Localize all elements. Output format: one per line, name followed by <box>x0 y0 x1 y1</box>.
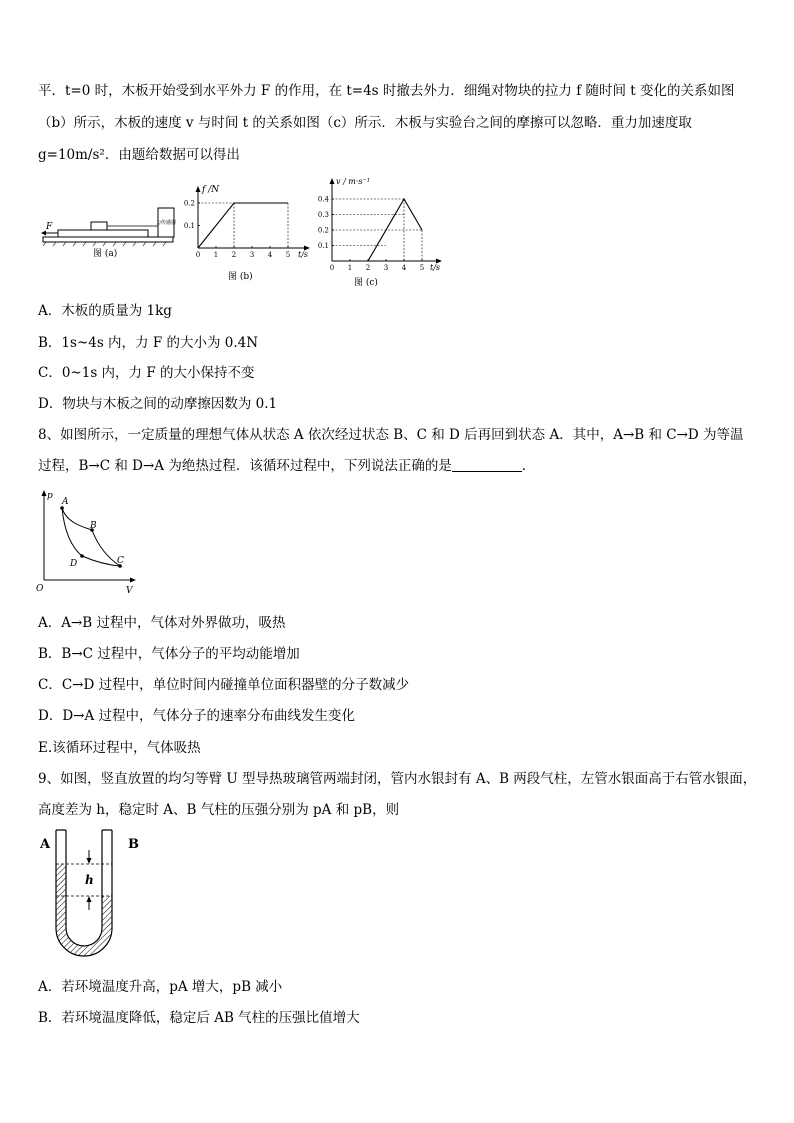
fig-b-y-tick-label: 0.1 <box>183 222 195 230</box>
mercury <box>56 864 112 956</box>
force-label: F <box>46 222 53 232</box>
q8-option-b: B．B→C 过程中，气体分子的平均动能增加 <box>38 646 300 662</box>
fig-b-x-tick-label: 3 <box>249 251 255 259</box>
fig-b-series-line <box>198 203 288 248</box>
fig-c-x-tick-label: 3 <box>383 264 389 272</box>
state-point-d <box>80 554 84 558</box>
fig-a-caption: 图 (a) <box>93 249 118 259</box>
fig-b-xlabel: t/s <box>298 250 309 259</box>
curve-b-c <box>92 530 120 566</box>
q8-text-line-2-end: ． <box>521 458 536 474</box>
fig-c-ylabel: v / m·s⁻¹ <box>336 177 370 186</box>
fig-b-y-axis-arrow-icon <box>196 186 201 192</box>
fig-b-caption: 图 (b) <box>228 272 253 282</box>
q7-option-a: A．木板的质量为 1kg <box>38 303 172 319</box>
q9-text-line-2: 高度差为 h，稳定时 A、B 气柱的压强分别为 pA 和 pB，则 <box>38 802 400 818</box>
h-arrow-top-icon <box>87 858 92 864</box>
fig-c-x-tick-label: 4 <box>401 264 407 272</box>
q8-text-line-2-start: 过程，B→C 和 D→A 为绝热过程．该循环过程中，下列说法正确的是 <box>38 458 452 474</box>
q7-option-d: D．物块与木板之间的动摩擦因数为 0.1 <box>38 396 278 412</box>
table-hatching <box>43 242 166 246</box>
state-label-b: B <box>90 521 97 531</box>
h-arrow-bottom-icon <box>87 896 92 902</box>
q9-u-tube-figure <box>36 828 146 966</box>
q8-option-d: D．D→A 过程中，气体分子的速率分布曲线发生变化 <box>38 708 355 724</box>
q7-option-b: B．1s~4s 内，力 F 的大小为 0.4N <box>38 335 259 351</box>
fig-c-x-tick-label: 0 <box>329 264 335 272</box>
force-sensor-label: 力传感器 <box>155 220 177 226</box>
q7-figure-a <box>38 200 188 265</box>
q8-pv-diagram <box>34 488 144 596</box>
q7-text-line-2: （b）所示，木板的速度 v 与时间 t 的关系如图（c）所示．木板与实验台之间的摩擦可以忽略．重力加速度取 <box>38 115 692 131</box>
curve-c-d <box>82 556 120 566</box>
q7-option-c: C．0~1s 内，力 F 的大小保持不变 <box>38 365 255 381</box>
q9-text-line-1: 9、如图，竖直放置的均匀等臂 U 型导热玻璃管两端封闭，管内水银封有 A、B 两段气柱，左管水银面高于右管水银面， <box>38 771 757 787</box>
state-label-a: A <box>62 497 69 507</box>
origin-label: O <box>36 584 44 594</box>
u-tube-inner <box>66 830 102 946</box>
height-label-h: h <box>85 873 94 887</box>
fig-c-y-tick-label: 0.3 <box>317 211 329 219</box>
q9-option-b: B．若环境温度降低，稳定后 AB 气柱的压强比值增大 <box>38 1010 360 1026</box>
fig-b-x-tick-label: 0 <box>195 251 201 259</box>
q7-figure-b-chart <box>183 182 316 282</box>
gas-column-label-a: A <box>40 837 51 852</box>
fig-c-y-tick-label: 0.4 <box>317 195 329 204</box>
q7-text-line-3: g=10m/s²．由题给数据可以得出 <box>38 147 240 163</box>
q8-option-e: E.该循环过程中，气体吸热 <box>38 740 201 756</box>
curve-d-a <box>62 508 82 556</box>
p-axis-arrow-icon <box>42 490 47 496</box>
gas-column-label-b: B <box>128 837 139 852</box>
q8-text-line-1: 8、如图所示，一定质量的理想气体从状态 A 依次经过状态 B、C 和 D 后再回到状态 A．其中，A→B 和 C→D 为等温 <box>38 427 744 443</box>
fig-c-xlabel: t/s <box>430 263 441 272</box>
v-axis-arrow-icon <box>130 578 136 583</box>
fig-c-x-tick-label: 5 <box>419 264 425 272</box>
state-label-c: C <box>117 556 124 566</box>
fig-b-x-tick-label: 4 <box>267 251 273 259</box>
q7-text-line-1: 平．t=0 时，木板开始受到水平外力 F 的作用，在 t=4s 时撤去外力．细绳对物块的拉力 f 随时间 t 变化的关系如图 <box>38 83 735 99</box>
v-axis-label: V <box>126 586 133 596</box>
fig-c-x-tick-label: 1 <box>347 264 353 272</box>
curve-a-b <box>62 508 92 530</box>
fig-b-ylabel: f /N <box>202 185 220 195</box>
q8-option-c: C．C→D 过程中，单位时间内碰撞单位面积器壁的分子数减少 <box>38 677 410 693</box>
fig-b-x-tick-label: 1 <box>213 251 219 259</box>
q9-option-a: A．若环境温度升高，pA 增大，pB 减小 <box>38 979 283 995</box>
fig-c-y-axis-arrow-icon <box>330 178 335 184</box>
fig-b-x-tick-label: 5 <box>285 251 291 259</box>
state-label-d: D <box>70 559 78 569</box>
block <box>91 222 107 230</box>
fig-c-x-tick-label: 2 <box>365 264 371 272</box>
q8-text-line-2 <box>38 457 535 475</box>
fig-c-y-tick-label: 0.1 <box>317 242 329 250</box>
fig-b-y-tick-label: 0.2 <box>183 199 195 208</box>
board <box>58 230 148 237</box>
fig-c-caption: 图 (c) <box>354 278 378 288</box>
table-top <box>43 237 173 242</box>
answer-blank <box>452 459 522 472</box>
p-axis-label: p <box>47 491 53 501</box>
q8-option-a: A．A→B 过程中，气体对外界做功，吸热 <box>38 615 286 631</box>
fig-b-x-tick-label: 2 <box>231 251 237 259</box>
q7-figure-c-chart <box>318 172 448 290</box>
fig-c-y-tick-label: 0.2 <box>317 226 329 235</box>
